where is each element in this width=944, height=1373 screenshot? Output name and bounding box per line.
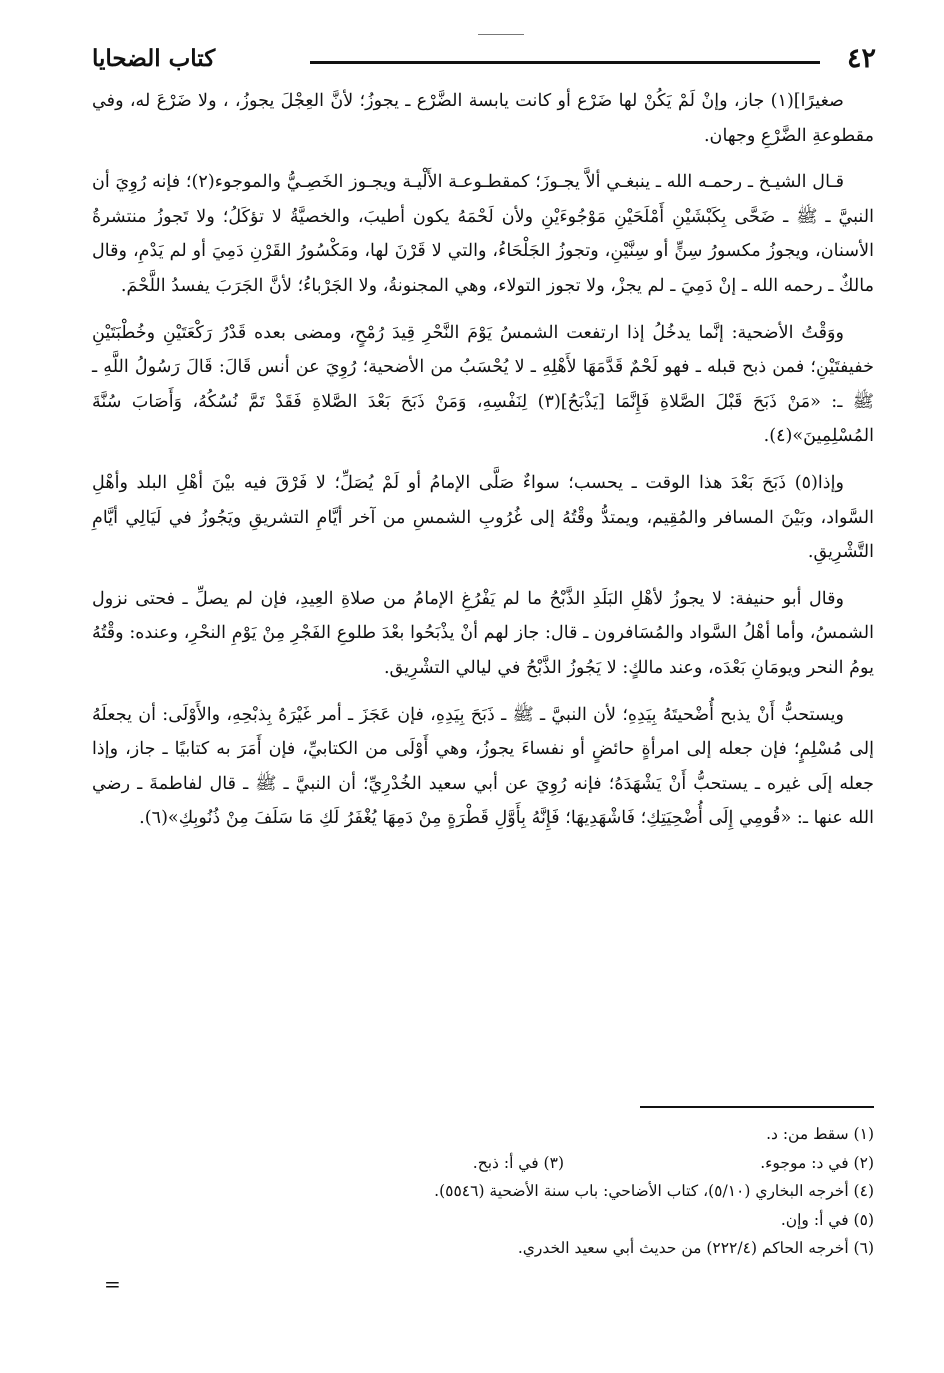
footnote: (١) سقط من: د.: [766, 1125, 874, 1143]
continuation-mark: =: [104, 1272, 121, 1296]
paragraph: قـال الشيـخ ـ رحمـه الله ـ ينبغـي ألاَّ يجـوزَ؛ كمقطـوعـة الأَلْيـة ويجـوز الخَصِـيُّ والموجوء(٢)؛ فإنه رُوِيَ أن النبيَّ ـ ﷺ ـ ضَحَّى بِكَبْشَيْنِ أَمْلَحَيْنِ مَوْجُوءَيْنِ ولأن لَحْمَهُ يكون أطيبَ، والخصيَّةُ لا تؤكَلُ؛ ولا تَجوزُ منتشرةُ الأسنان، ويجوزُ مكسورُ سِنٍّ أو سِنَّيْنِ، وتجوزُ الجَلْحَاءُ، والتي لا قَرْنَ لها، ومَكْسُورُ القَرْنِ دَمِيَ أو لم يَدْمِ، وقال مالكٌ ـ رحمه الله ـ إنْ دَمِيَ ـ لم يجزْ، ولا تجوز التولاء، وهي المجنونةُ، ولا الجَرْباءُ؛ لأنَّ الجَرَبَ يفسدُ اللَّحْمَ.: [92, 172, 874, 296]
top-scan-mark: [478, 34, 524, 35]
paragraph: ويستحبُّ أَنْ يذبح أُضْحيتَهُ بِيَدِهِ؛ لأن النبيَّ ـ ﷺ ـ ذَبَحَ بِيَدِهِ، فإن عَجَزَ ـ أمر غَيْرَهُ بِذبْحِهِ، والأَوْلَى: أن يجعلَهُ إلى مُسْلِمٍ؛ فإن جعله إلى امرأةٍ حائضٍ أو نفساءَ يجوزُ، وهي أَوْلَى من الكتابيِّ، فإن أَمَرَ به كتابيًا ـ جاز، وإذا جعله إلَى غيره ـ يستحبُّ أَنْ يَشْهَدَهُ؛ فإنه رُوِيَ عن أبي سعيد الخُدْرِيِّ؛ أن النبيَّ ـ ﷺ ـ قال لفاطمةَ ـ رضي الله عنها ـ: «قُومِي إِلَى أُضْحِيَتِكِ؛ فَاشْهَدِيهَا؛ فَإِنَّهُ بِأَوَّلِ قَطْرَةٍ مِنْ دَمِهَا يُغْفَرُ لَكِ مَا سَلَفَ مِنْ ذُنُوبِكِ»(٦).: [92, 704, 874, 829]
running-title: كتاب الضحايا: [92, 45, 216, 72]
footnote: (٣) في أ: ذبح.: [472, 1153, 564, 1172]
page-header: [92, 44, 876, 78]
footnote-rule: [640, 1106, 874, 1108]
page-number: ٤٢: [846, 43, 876, 74]
footnote: (٤) أخرجه البخاري (٥/١٠)، كتاب الأضاحي: باب سنة الأضحية (٥٥٤٦).: [434, 1182, 874, 1200]
footnote: (٢) في د: موجوء.: [760, 1153, 874, 1172]
paragraph: ووَقْتُ الأضحية: إنَّما يدخُلُ إذا ارتفعت الشمسُ يَوْمَ النَّحْرِ قِيدَ رُمْحٍ، ومضى بعده قَدْرُ رَكْعَتَيْنِ وخُطْبَتَيْنِ خفيفتَيْنِ؛ فمن ذبح قبله ـ فهو لَحْمٌ قَدَّمَهَا لأَهْلِهِ ـ لا يُحْسَبُ من الأضحية؛ رُوِيَ عن أنس قَالَ: قَالَ رَسُولُ اللَّهِ ـ ﷺ ـ: «مَنْ ذَبَحَ قَبْلَ الصَّلاةِ فَإِنَّمَا [يَذْبَحُ](٣) لِنَفْسِهِ، وَمَنْ ذَبَحَ بَعْدَ الصَّلاةِ فَقَدْ تَمَّ نُسُكُهُ، وَأَصَابَ سُنَّةَ المُسْلِمِينَ»(٤).: [92, 322, 874, 447]
paragraph: وإذا(٥) ذَبَحَ بَعْدَ هذا الوقت ـ يحسب؛ سواءٌ صَلَّى الإمامُ أو لَمْ يُصَلِّ؛ لا فَرْقَ فيه بيْنَ أهْلِ البلد وأهْلِ السَّواد، وبَيْنَ المسافر والمُقِيم، ويمتدُّ وقْتُهُ إلى غُرُوبِ الشمسِ من آخر أيَّامِ التشريقِ ويَجُوزُ في لَيَالِي أيَّامِ التَّشْرِيقِ.: [92, 472, 874, 563]
footnote-row: [92, 1149, 874, 1178]
paragraph: وقال أبو حنيفة: لا يجوزُ لأهْلِ البَلَدِ الذَّبْحُ ما لم يَفْرُغِ الإمامُ من صلاةِ العِيدِ، فإن لم يصلِّ ـ فحتى نزول الشمسُ، وأما أهْلُ السَّواد والمُسَافرون ـ قال: جاز لهم أنْ يذْبَحُوا بعْدَ طلوعِ الفَجْرِ مِنْ يَوْمِ النحْرِ، وعنده: وقْتُهُ يومُ النحر ويومَانِ بَعْدَه، وعند مالكٍ: لا يَجُوزُ الذَّبْحُ في ليالي التشْرِيق.: [92, 588, 874, 678]
paragraph: صغيرًا](١) جاز، وإنْ لَمْ يَكُنْ لها ضَرْع أو كانت يابسة الضَّرْع ـ يجوزُ؛ لأنَّ العِجْلَ يجوزُ، ، ولا ضَرْعَ له، وفي مقطوعةِ الضَّرْعِ وجهان.: [92, 91, 874, 146]
footnote: (٥) في أ: وإن.: [780, 1210, 874, 1229]
footnote: (٦) أخرجه الحاكم (٢٢٢/٤) من حديث أبي سعيد الخدري.: [517, 1239, 874, 1257]
header-rule: [310, 61, 820, 64]
main-text: [92, 84, 874, 848]
footnotes: [92, 1120, 874, 1263]
